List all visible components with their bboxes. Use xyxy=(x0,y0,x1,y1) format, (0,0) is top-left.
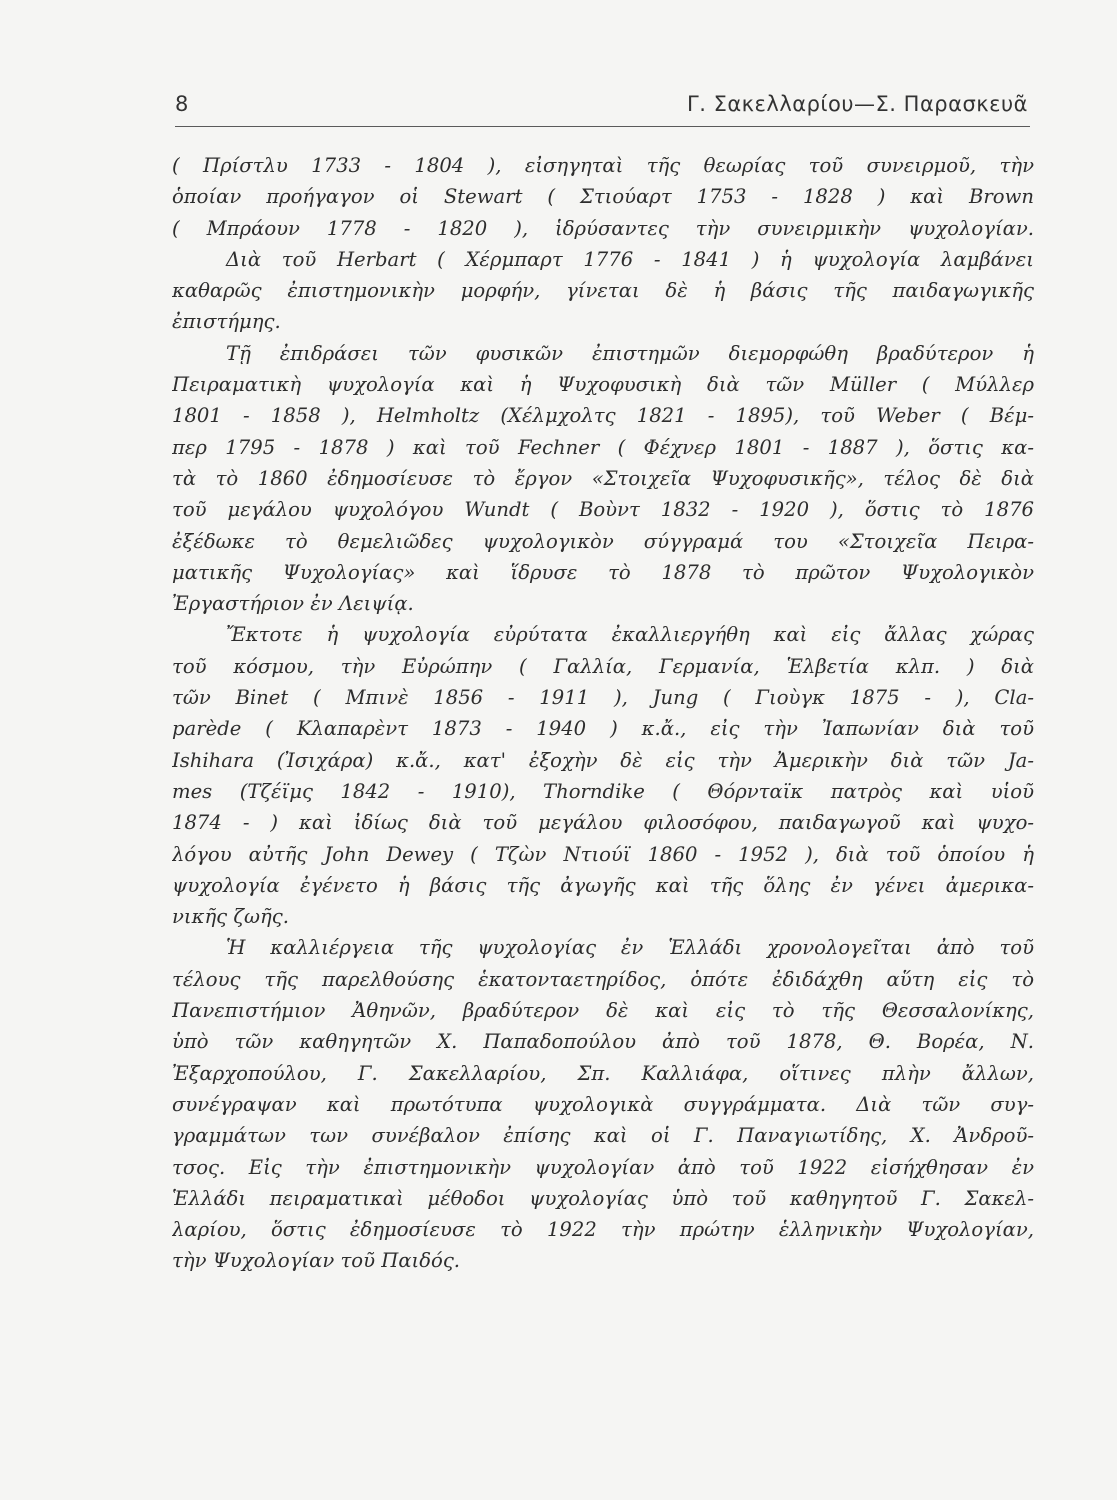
text-line: τὴν Ψυχολογίαν τοῦ Παιδός. xyxy=(172,1249,461,1273)
text-line: Ἑλλάδι πειραματικαὶ μέθοδοι ψυχολογίας ὑπὸ τοῦ καθηγητοῦ Γ. Σακελ- xyxy=(172,1186,1034,1210)
text-line: Ἡ καλλιέργεια τῆς ψυχολογίας ἐν Ἑλλάδι χρονολογεῖται ἀπὸ τοῦ xyxy=(226,936,1034,960)
text-line: ( Πρίστλυ 1733 - 1804 ), εἰσηγηταὶ τῆς θεωρίας τοῦ συνειρμοῦ, τὴν xyxy=(172,154,1034,177)
text-line: λόγου αὐτῆς John Dewey ( Τζὼν Ντιούϊ 1860 - 1952 ), διὰ τοῦ ὁποίου ἡ xyxy=(172,842,1034,866)
text-line: Ishihara (Ἰσιχάρα) κ.ἄ., κατ' ἐξοχὴν δὲ εἰς τὴν Ἀμερικὴν διὰ τῶν Ja- xyxy=(172,748,1034,772)
text-line: 1874 - ) καὶ ἰδίως διὰ τοῦ μεγάλου φιλοσόφου, παιδαγωγοῦ καὶ ψυχο- xyxy=(172,811,1034,835)
text-line: τοῦ μεγάλου ψυχολόγου Wundt ( Βοὺντ 1832 - 1920 ), ὅστις τὸ 1876 xyxy=(172,498,1034,522)
text-line: περ 1795 - 1878 ) καὶ τοῦ Fechner ( Φέχνερ 1801 - 1887 ), ὅστις κα- xyxy=(172,435,1034,459)
text-line: ( Μπράουν 1778 - 1820 ), ἱδρύσαντες τὴν συνειρμικὴν ψυχολογίαν. xyxy=(172,216,1034,240)
text-line: καθαρῶς ἐπιστημονικὴν μορφήν, γίνεται δὲ ἡ βάσις τῆς παιδαγωγικῆς xyxy=(172,279,1034,303)
text-line: Ἐξαρχοπούλου, Γ. Σακελλαρίου, Σπ. Καλλιάφα, οἵτινες πλὴν ἄλλων, xyxy=(172,1061,1034,1085)
text-line: Ἐργαστήριον ἐν Λειψίᾳ. xyxy=(172,592,414,616)
text-line: τοῦ κόσμου, τὴν Εὐρώπην ( Γαλλία, Γερμανία, Ἑλβετία κλπ. ) διὰ xyxy=(172,654,1034,678)
header-rule xyxy=(175,126,1030,127)
text-line: λαρίου, ὅστις ἐδημοσίευσε τὸ 1922 τὴν πρώτην ἑλληνικὴν Ψυχολογίαν, xyxy=(172,1218,1034,1242)
text-line: Τῇ ἐπιδράσει τῶν φυσικῶν ἐπιστημῶν διεμορφώθη βραδύτερον ἡ xyxy=(226,341,1034,365)
running-head: Γ. Σακελλαρίου—Σ. Παρασκευᾶ xyxy=(687,92,1028,116)
text-line: τέλους τῆς παρελθούσης ἑκατονταετηρίδος, ὁπότε ἐδιδάχθη αὕτη εἰς τὸ xyxy=(172,967,1034,991)
text-line: ἐπιστήμης. xyxy=(172,310,281,334)
text-line: τσος. Εἰς τὴν ἐπιστημονικὴν ψυχολογίαν ἀπὸ τοῦ 1922 εἰσήχθησαν ἐν xyxy=(172,1155,1034,1179)
text-line: ἐξέδωκε τὸ θεμελιῶδες ψυχολογικὸν σύγγραμά του «Στοιχεῖα Πειρα- xyxy=(172,529,1034,553)
text-line: ψυχολογία ἐγένετο ἡ βάσις τῆς ἀγωγῆς καὶ τῆς ὅλης ἐν γένει ἀμερικα- xyxy=(172,873,1034,897)
text-line: ὁποίαν προήγαγον οἱ Stewart ( Στιούαρτ 1753 - 1828 ) καὶ Brown xyxy=(172,185,1034,209)
text-line: Πειραματικὴ ψυχολογία καὶ ἡ Ψυχοφυσικὴ διὰ τῶν Müller ( Μύλλερ xyxy=(172,373,1034,397)
text-line: 1801 - 1858 ), Helmholtz (Χέλμχολτς 1821 - 1895), τοῦ Weber ( Βέμ- xyxy=(172,404,1034,428)
text-line: γραμμάτων των συνέβαλον ἐπίσης καὶ οἱ Γ. Παναγιωτίδης, Χ. Ἀνδροῦ- xyxy=(172,1124,1034,1148)
page-number: 8 xyxy=(175,92,189,116)
text-line: parède ( Κλαπαρὲντ 1873 - 1940 ) κ.ἄ., εἰς τὴν Ἰαπωνίαν διὰ τοῦ xyxy=(172,717,1034,741)
text-line: νικῆς ζωῆς. xyxy=(172,905,289,929)
page-header xyxy=(175,92,1030,122)
text-line: Ἔκτοτε ἡ ψυχολογία εὐρύτατα ἐκαλλιεργήθη καὶ εἰς ἄλλας χώρας xyxy=(226,623,1034,647)
text-line: Πανεπιστήμιον Ἀθηνῶν, βραδύτερον δὲ καὶ εἰς τὸ τῆς Θεσσαλονίκης, xyxy=(172,999,1034,1023)
text-line: συνέγραψαν καὶ πρωτότυπα ψυχολογικὰ συγγράμματα. Διὰ τῶν συγ- xyxy=(172,1092,1034,1116)
body-text xyxy=(172,150,1034,1277)
text-line: τὰ τὸ 1860 ἐδημοσίευσε τὸ ἔργον «Στοιχεῖα Ψυχοφυσικῆς», τέλος δὲ διὰ xyxy=(172,466,1034,490)
text-line: τῶν Binet ( Μπινὲ 1856 - 1911 ), Jung ( Γιοὺγκ 1875 - ), Cla- xyxy=(172,686,1034,710)
text-line: mes (Τζέϊμς 1842 - 1910), Thorndike ( Θόρνταϊκ πατρὸς καὶ υἱοῦ xyxy=(172,779,1034,803)
text-line: ματικῆς Ψυχολογίας» καὶ ἵδρυσε τὸ 1878 τὸ πρῶτον Ψυχολογικὸν xyxy=(172,560,1034,584)
text-line: Διὰ τοῦ Herbart ( Χέρμπαρτ 1776 - 1841 ) ἡ ψυχολογία λαμβάνει xyxy=(226,247,1034,271)
text-line: ὑπὸ τῶν καθηγητῶν Χ. Παπαδοπούλου ἀπὸ τοῦ 1878, Θ. Βορέα, Ν. xyxy=(172,1030,1034,1054)
